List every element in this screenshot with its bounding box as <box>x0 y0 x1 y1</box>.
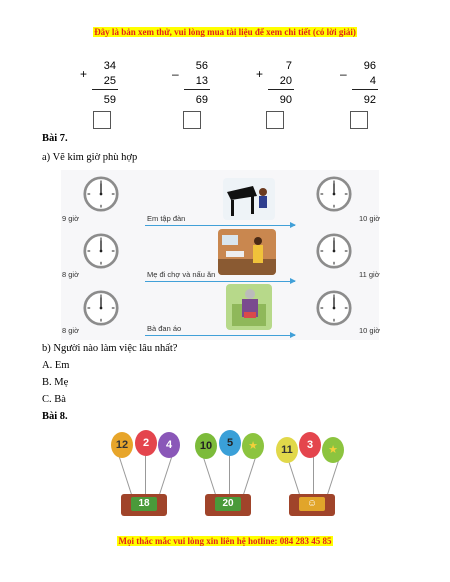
calc-top: 96 <box>363 60 376 72</box>
balloon: 10 <box>195 433 217 459</box>
end-time: 10 giờ <box>359 214 381 223</box>
calc-op: – <box>172 67 179 81</box>
balloon: 12 <box>111 432 133 458</box>
calc-result: 90 <box>279 94 292 106</box>
piano-image <box>223 178 275 220</box>
cooking-image <box>218 229 276 275</box>
balloon: 3 <box>299 432 321 458</box>
arrow-icon <box>145 281 295 282</box>
calc-divider <box>92 89 118 90</box>
clock-icon[interactable] <box>316 233 352 269</box>
activity-label: Em tập đàn <box>147 214 186 223</box>
bai7-title: Bài 7. <box>42 133 68 144</box>
balloon-string <box>119 457 132 495</box>
calc-result: 92 <box>363 94 376 106</box>
clock-icon[interactable] <box>316 290 352 326</box>
calc-op: + <box>80 67 88 81</box>
option-a[interactable]: A. Em <box>42 360 70 371</box>
clock-icon[interactable] <box>83 176 119 212</box>
balloon-string <box>243 457 256 495</box>
balloon-string <box>313 456 314 494</box>
knitting-image <box>226 284 272 330</box>
answer-box[interactable] <box>266 111 284 129</box>
balloon-string <box>203 457 216 495</box>
calc-op: – <box>340 67 347 81</box>
hotline-footer: Mọi thắc mắc vui lòng xin liên hệ hotline: 084 283 45 85 <box>118 536 332 546</box>
balloon-string <box>159 457 172 495</box>
balloon: 4 <box>158 432 180 458</box>
calc-result: 69 <box>195 94 208 106</box>
start-time: 8 giờ <box>62 270 80 279</box>
balloon-string <box>229 456 230 494</box>
option-b[interactable]: B. Mẹ <box>42 377 69 388</box>
balloon-string <box>145 456 146 494</box>
option-c[interactable]: C. Bà <box>42 394 66 405</box>
calc-divider <box>268 89 294 90</box>
arrow-icon <box>145 225 295 226</box>
answer-box[interactable] <box>93 111 111 129</box>
end-time: 11 giờ <box>359 270 380 279</box>
basket-label: 20 <box>215 497 241 511</box>
arrow-icon <box>145 335 295 336</box>
question-a: a) Vẽ kim giờ phù hợp <box>42 152 138 163</box>
basket-label: 18 <box>131 497 157 511</box>
smiley-icon: ☺ <box>299 497 325 511</box>
question-b: b) Người nào làm việc lâu nhất? <box>42 343 178 354</box>
calc-bottom: 4 <box>369 75 376 87</box>
clock-icon[interactable] <box>83 290 119 326</box>
activity-label: Bà đan áo <box>147 324 182 333</box>
calc-top: 7 <box>285 60 292 72</box>
balloon: 2 <box>135 430 157 456</box>
end-time: 10 giờ <box>359 326 381 335</box>
basket <box>121 494 167 516</box>
preview-notice: Đây là bản xem thử, vui lòng mua tài liệu để xem chi tiết (có lời giải) <box>94 27 356 37</box>
calc-bottom: 20 <box>279 75 292 87</box>
clock-icon[interactable] <box>316 176 352 212</box>
balloon: 11 <box>276 437 298 463</box>
star-icon: ★ <box>322 437 344 463</box>
star-icon: ★ <box>242 433 264 459</box>
activity-label: Mẹ đi chợ và nấu ăn <box>147 270 216 279</box>
bai8-title: Bài 8. <box>42 411 68 422</box>
calc-top: 34 <box>103 60 116 72</box>
calc-op: + <box>256 67 264 81</box>
calc-bottom: 13 <box>195 75 208 87</box>
calc-result: 59 <box>103 94 116 106</box>
calc-divider <box>184 89 210 90</box>
balloon: 5 <box>219 430 241 456</box>
calc-top: 56 <box>195 60 208 72</box>
basket <box>289 494 335 516</box>
calc-divider <box>352 89 378 90</box>
answer-box[interactable] <box>183 111 201 129</box>
start-time: 8 giờ <box>62 326 80 335</box>
clock-icon[interactable] <box>83 233 119 269</box>
start-time: 9 giờ <box>62 214 80 223</box>
basket <box>205 494 251 516</box>
answer-box[interactable] <box>350 111 368 129</box>
calc-bottom: 25 <box>103 75 116 87</box>
